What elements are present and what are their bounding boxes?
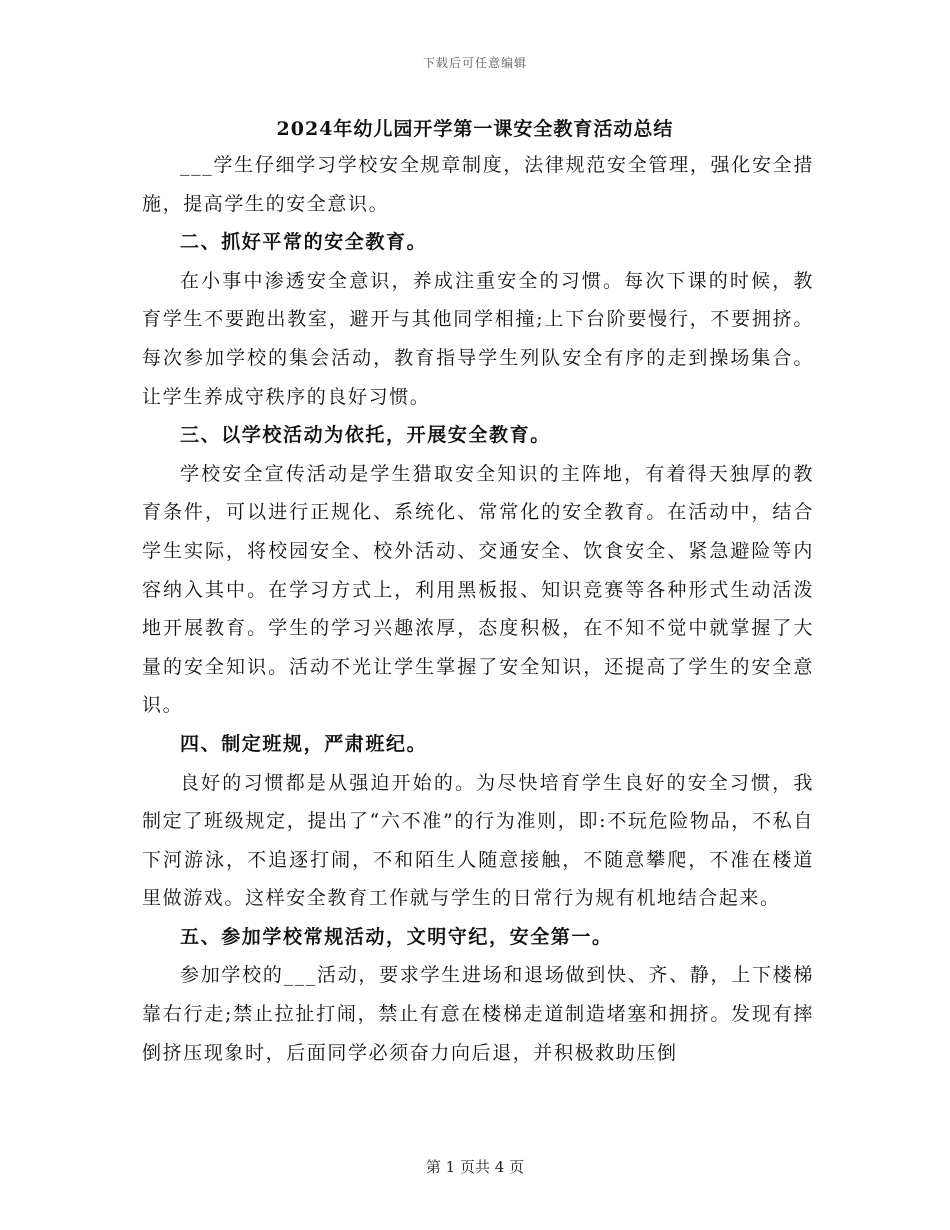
body-paragraph-section-5: 参加学校的___活动，要求学生进场和退场做到快、齐、静，上下楼梯靠右行走;禁止拉扯打闹，禁止有意在楼梯走道制造堵塞和拥挤。发现有摔倒挤压现象时，后面同学必须奋力向后退，并积极救助压倒 bbox=[142, 964, 814, 1064]
section-heading-5: 五、参加学校常规活动，文明守纪，安全第一。 bbox=[180, 925, 613, 948]
page-footer-number: 第 1 页共 4 页 bbox=[425, 1158, 525, 1176]
body-paragraph-section-4: 良好的习惯都是从强迫开始的。为尽快培育学生良好的安全习惯，我制定了班级规定，提出了“六不准”的行为准则，即:不玩危险物品，不私自下河游泳，不追逐打闹，不和陌生人随意接触，不随意攀爬，不准在楼道里做游戏。这样安全教育工作就与学生的日常行为规有机地结合起来。 bbox=[142, 771, 814, 910]
body-paragraph-section-3: 学校安全宣传活动是学生猎取安全知识的主阵地，有着得天独厚的教育条件，可以进行正规化、系统化、常常化的安全教育。在活动中，结合学生实际，将校园安全、校外活动、交通安全、饮食安全、紧急避险等内容纳入其中。在学习方式上，利用黑板报、知识竞赛等各种形式生动活泼地开展教育。学生的学习兴趣浓厚，态度积极，在不知不觉中就掌握了大量的安全知识。活动不光让学生掌握了安全知识，还提高了学生的安全意识。 bbox=[142, 462, 814, 717]
body-paragraph-section-2: 在小事中渗透安全意识，养成注重安全的习惯。每次下课的时候，教育学生不要跑出教室，避开与其他同学相撞;上下台阶要慢行，不要拥挤。每次参加学校的集会活动，教育指导学生列队安全有序的走到操场集合。让学生养成守秩序的良好习惯。 bbox=[142, 269, 814, 408]
document-title: 2024年幼儿园开学第一课安全教育活动总结 bbox=[276, 118, 674, 140]
page-header-note: 下载后可任意编辑 bbox=[422, 56, 527, 70]
document-body bbox=[142, 146, 814, 1072]
section-heading-2: 二、抓好平常的安全教育。 bbox=[180, 231, 428, 254]
section-heading-3: 三、以学校活动为依托，开展安全教育。 bbox=[180, 424, 551, 447]
body-paragraph-intro: ___学生仔细学习学校安全规章制度，法律规范安全管理，强化安全措施，提高学生的安全意识。 bbox=[142, 154, 814, 215]
section-heading-4: 四、制定班规，严肃班纪。 bbox=[180, 732, 428, 755]
